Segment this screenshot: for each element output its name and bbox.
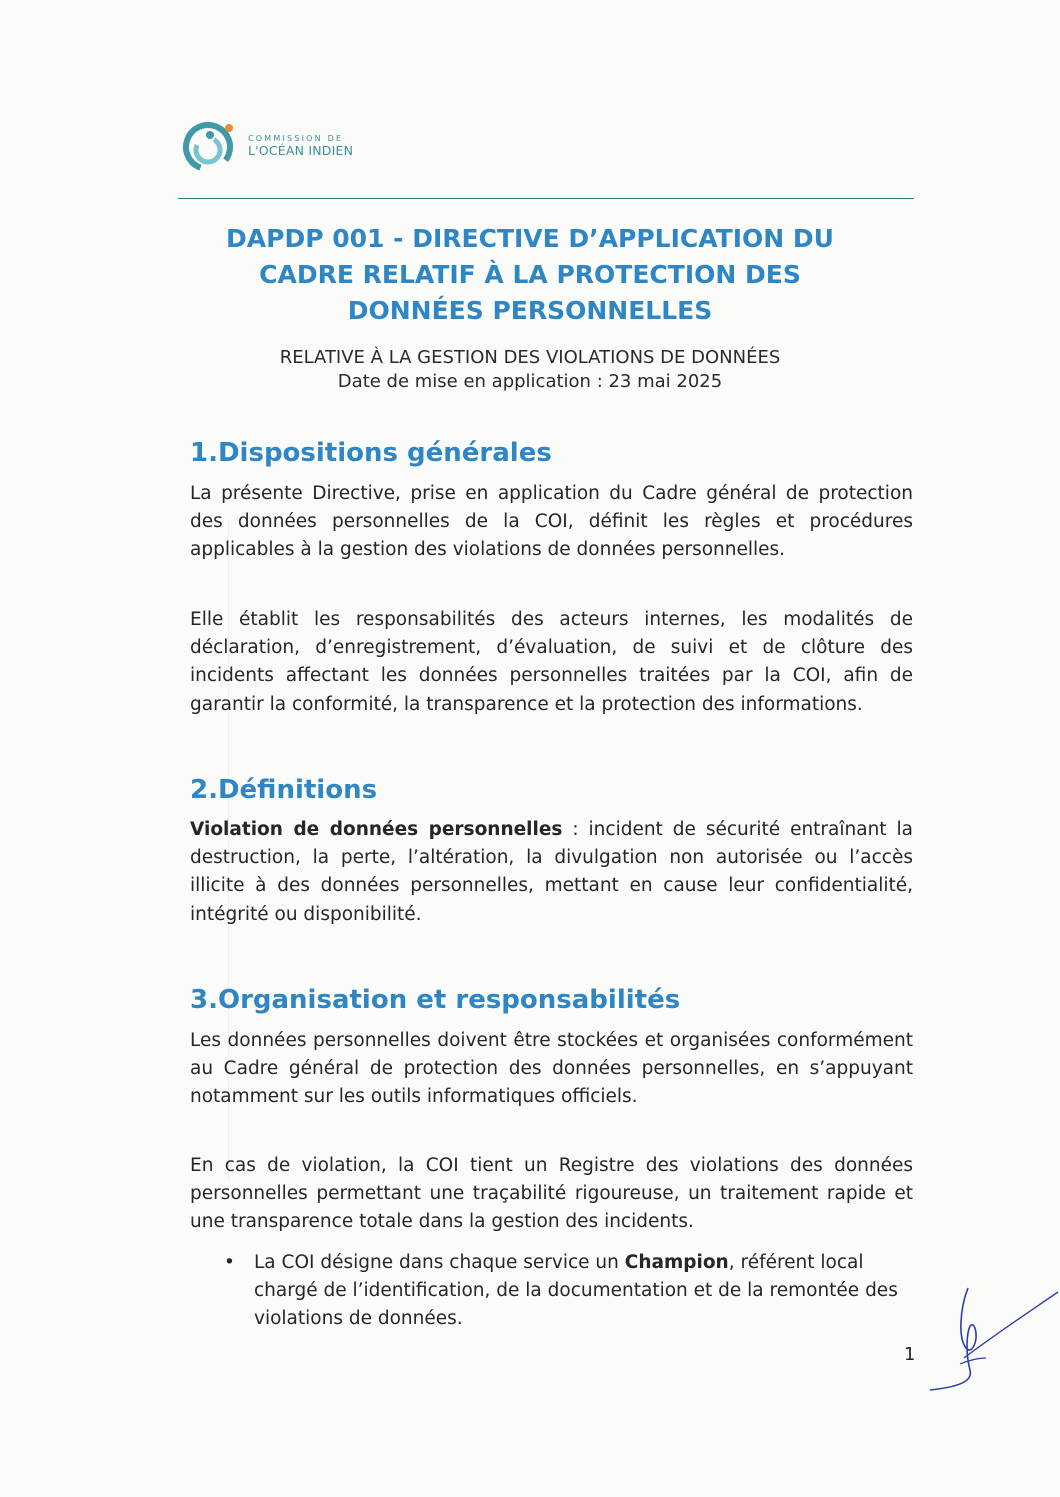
header-divider bbox=[178, 198, 914, 199]
bullet-icon: • bbox=[224, 1252, 235, 1273]
document-subtitle-block bbox=[150, 346, 910, 394]
document-subtitle: RELATIVE À LA GESTION DES VIOLATIONS DE DONNÉES bbox=[279, 347, 781, 368]
section-1-heading: 1.Dispositions générales bbox=[190, 438, 552, 468]
bullet-text-bold: Champion bbox=[624, 1252, 729, 1273]
section-3-paragraph-2: En cas de violation, la COI tient un Registre des violations des données personnelles permettant une traçabilité rigoureuse, un traitement rapide et une transparence totale dans la gestion des incidents. bbox=[190, 1155, 913, 1233]
document-title bbox=[150, 221, 910, 329]
page-number: 1 bbox=[904, 1344, 916, 1365]
section-3-paragraph-1: Les données personnelles doivent être stockées et organisées conformément au Cadre général de protection des données personnelles, en s’appuyant notamment sur les outils informatiques officiels. bbox=[190, 1030, 913, 1108]
list-item bbox=[190, 1249, 920, 1334]
title-line-2: CADRE RELATIF À LA PROTECTION DES bbox=[259, 260, 801, 289]
bullet-text bbox=[254, 1249, 920, 1334]
logo-line-2: L'OCÉAN INDIEN bbox=[248, 143, 354, 158]
section-1-paragraph-1: La présente Directive, prise en application du Cadre général de protection des données personnelles de la COI, définit les règles et procédures applicables à la gestion des violations de données personnelles. bbox=[190, 483, 913, 561]
section-1-paragraph-2: Elle établit les responsabilités des acteurs internes, les modalités de déclaration, d’enregistrement, d’évaluation, de suivi et de clôture des incidents affectant les données personnelles traitées par la COI, afin de garantir la conformité, la transparence et la protection des informations. bbox=[190, 609, 913, 715]
definition-term: Violation de données personnelles bbox=[190, 819, 563, 840]
definition-paragraph bbox=[190, 816, 913, 929]
logo-line-1: COMMISSION DE bbox=[248, 134, 344, 143]
logo-text bbox=[248, 134, 353, 158]
title-line-3: DONNÉES PERSONNELLES bbox=[347, 296, 713, 325]
title-line-1: DAPDP 001 - DIRECTIVE D’APPLICATION DU bbox=[226, 224, 834, 253]
effective-date: Date de mise en application : 23 mai 2025 bbox=[337, 371, 723, 392]
section-2-heading: 2.Définitions bbox=[190, 775, 378, 805]
section-3-heading: 3.Organisation et responsabilités bbox=[190, 985, 681, 1015]
signature-icon bbox=[920, 1278, 1060, 1398]
bullet-text-after: , référent local chargé de l’identification, de la documentation et de la remontée des violations de données. bbox=[254, 1252, 898, 1330]
bullet-text-before: La COI désigne dans chaque service un bbox=[254, 1252, 625, 1273]
definition-text: : incident de sécurité entraînant la destruction, la perte, l’altération, la divulgation non autorisée ou l’accès illicite à des données personnelles, mettant en cause leur confidentialité, intégrité ou disponibilité. bbox=[190, 819, 913, 925]
